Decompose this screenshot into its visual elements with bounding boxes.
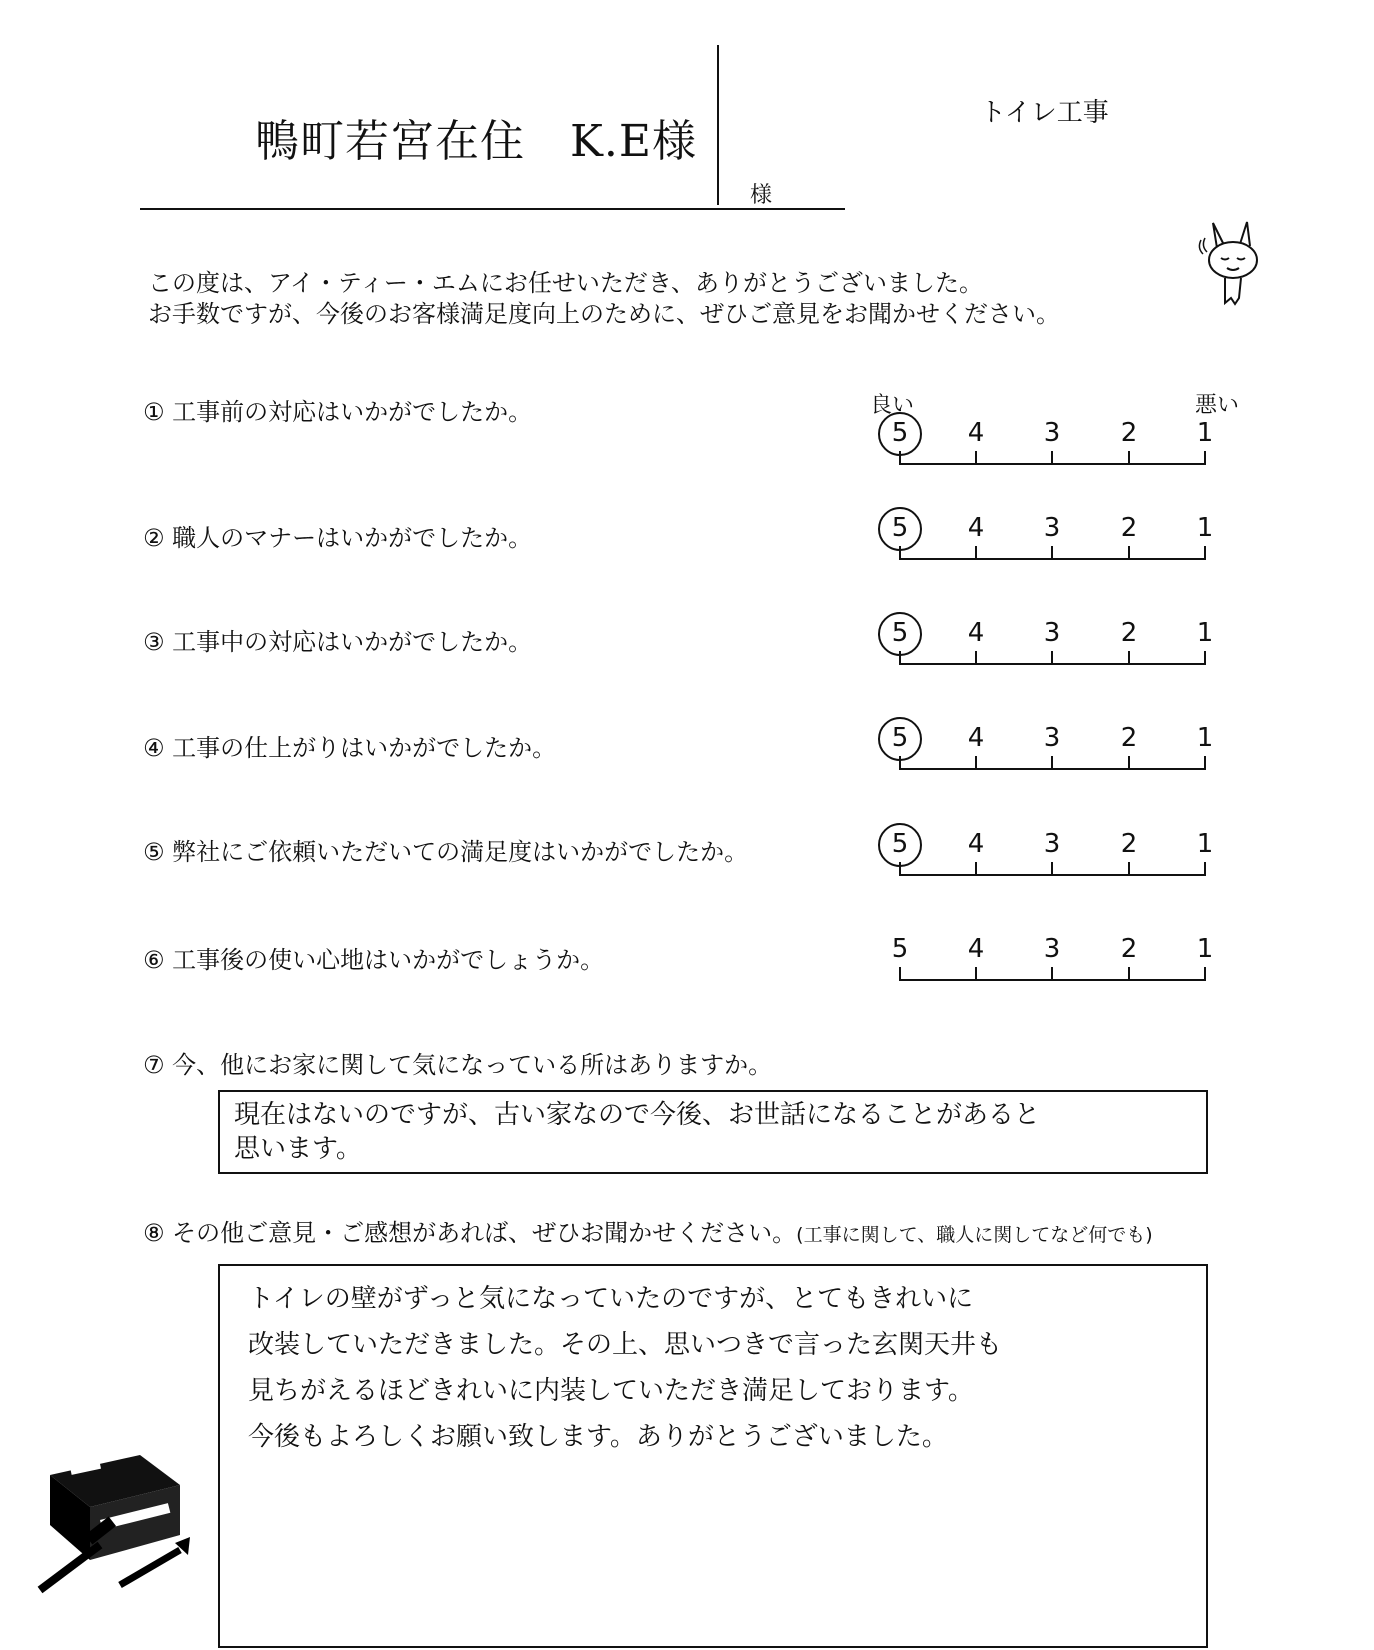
selected-circle-mark — [878, 507, 922, 551]
answer-box-8[interactable] — [218, 1264, 1208, 1648]
scale-tick — [975, 546, 977, 560]
question-8 — [143, 1213, 1153, 1248]
scale-tick — [975, 862, 977, 876]
scale-option-1[interactable]: 1 — [1196, 829, 1214, 859]
scale-tick — [1051, 862, 1053, 876]
scale-option-1[interactable]: 1 — [1196, 618, 1214, 648]
scale-option-4[interactable]: 4 — [967, 934, 985, 964]
question-5: ⑤ 弊社にご依頼いただいての満足度はいかがでしたか。 — [143, 838, 749, 866]
scale-option-3[interactable]: 3 — [1043, 418, 1061, 448]
scale-tick — [1128, 651, 1130, 665]
header-underline — [140, 208, 845, 210]
scale-tick — [1051, 651, 1053, 665]
scale-option-2[interactable]: 2 — [1120, 723, 1138, 753]
scale-option-3[interactable]: 3 — [1043, 829, 1061, 859]
scale-tick — [1051, 756, 1053, 770]
scale-option-3[interactable]: 3 — [1043, 723, 1061, 753]
scale-tick — [975, 756, 977, 770]
scale-tick — [975, 651, 977, 665]
scale-option-3[interactable]: 3 — [1043, 513, 1061, 543]
header-divider — [717, 45, 719, 205]
rating-scale-5[interactable] — [850, 829, 1240, 889]
rating-scale-1[interactable] — [850, 418, 1240, 478]
scale-option-5[interactable]: 5 — [891, 618, 909, 648]
rating-scale-3[interactable] — [850, 618, 1240, 678]
intro-text — [148, 268, 1060, 330]
scale-option-2[interactable]: 2 — [1120, 513, 1138, 543]
scale-option-3[interactable]: 3 — [1043, 618, 1061, 648]
selected-circle-mark — [878, 823, 922, 867]
scale-tick — [899, 967, 901, 981]
rabbit-mascot-icon — [1195, 218, 1275, 318]
selected-circle-mark — [878, 612, 922, 656]
honorific-label: 様 — [750, 183, 773, 208]
scale-tick — [1204, 862, 1206, 876]
question-6: ⑥ 工事後の使い心地はいかがでしょうか。 — [143, 946, 605, 974]
scale-tick — [975, 451, 977, 465]
scale-option-2[interactable]: 2 — [1120, 418, 1138, 448]
scale-option-5[interactable]: 5 — [891, 829, 909, 859]
scale-option-5[interactable]: 5 — [891, 418, 909, 448]
scale-tick — [1051, 451, 1053, 465]
toolbox-illustration-icon — [30, 1445, 210, 1595]
scale-tick — [1204, 651, 1206, 665]
scale-tick — [1128, 546, 1130, 560]
scale-option-5[interactable]: 5 — [891, 513, 909, 543]
answer-text-8: トイレの壁がずっと気になっていたのですが、とてもきれいに 改装していただきました。その上、思いつきで言った玄関天井も 見ちがえるほどきれいに内装していただき満足しております。 今後もよろしくお願い致します。ありがとうございました。 — [248, 1284, 1003, 1452]
answer-box-7[interactable] — [218, 1090, 1208, 1174]
scale-option-4[interactable]: 4 — [967, 829, 985, 859]
scale-tick — [1204, 756, 1206, 770]
question-4: ④ 工事の仕上がりはいかがでしたか。 — [143, 734, 557, 762]
scale-option-2[interactable]: 2 — [1120, 618, 1138, 648]
scale-tick — [1128, 862, 1130, 876]
scale-tick — [1051, 967, 1053, 981]
scale-tick — [1128, 756, 1130, 770]
scale-option-4[interactable]: 4 — [967, 513, 985, 543]
rating-scale-4[interactable] — [850, 723, 1240, 783]
question-2: ② 職人のマナーはいかがでしたか。 — [143, 524, 533, 552]
scale-option-1[interactable]: 1 — [1196, 934, 1214, 964]
intro-line-1: この度は、アイ・ティー・エムにお任せいただき、ありがとうございました。 — [148, 269, 983, 297]
rating-scale-2[interactable] — [850, 513, 1240, 573]
selected-circle-mark — [878, 717, 922, 761]
scale-tick — [1051, 546, 1053, 560]
scale-tick — [1128, 967, 1130, 981]
scale-tick — [1128, 451, 1130, 465]
scale-option-5[interactable]: 5 — [891, 723, 909, 753]
scale-tick — [1204, 967, 1206, 981]
scale-option-1[interactable]: 1 — [1196, 418, 1214, 448]
customer-name: 鴨町若宮在住 K.E様 — [255, 116, 697, 167]
rating-scale-6[interactable] — [850, 934, 1240, 994]
scale-tick — [975, 967, 977, 981]
scale-tick — [1204, 546, 1206, 560]
question-1: ① 工事前の対応はいかがでしたか。 — [143, 398, 533, 426]
scale-option-2[interactable]: 2 — [1120, 934, 1138, 964]
scale-option-4[interactable]: 4 — [967, 723, 985, 753]
selected-circle-mark — [878, 412, 922, 456]
job-type-note: トイレ工事 — [980, 98, 1109, 128]
scale-option-1[interactable]: 1 — [1196, 723, 1214, 753]
question-3: ③ 工事中の対応はいかがでしたか。 — [143, 628, 533, 656]
answer-text-7: 現在はないのですが、古い家なので今後、お世話になることがあると 思います。 — [234, 1100, 1041, 1164]
question-8-label: ⑧ その他ご意見・ご感想があれば、ぜひお聞かせください。 — [143, 1219, 797, 1247]
scale-option-2[interactable]: 2 — [1120, 829, 1138, 859]
question-8-note: (工事に関して、職人に関してなど何でも) — [796, 1224, 1153, 1246]
scale-good-label: 良い — [870, 393, 915, 418]
scale-option-4[interactable]: 4 — [967, 418, 985, 448]
scale-option-1[interactable]: 1 — [1196, 513, 1214, 543]
scale-option-5[interactable]: 5 — [891, 934, 909, 964]
scale-tick — [1204, 451, 1206, 465]
scale-option-3[interactable]: 3 — [1043, 934, 1061, 964]
intro-line-2: お手数ですが、今後のお客様満足度向上のために、ぜひご意見をお聞かせください。 — [148, 300, 1060, 328]
scale-bad-label: 悪い — [1195, 393, 1240, 418]
scale-option-4[interactable]: 4 — [967, 618, 985, 648]
question-7: ⑦ 今、他にお家に関して気になっている所はありますか。 — [143, 1051, 773, 1079]
